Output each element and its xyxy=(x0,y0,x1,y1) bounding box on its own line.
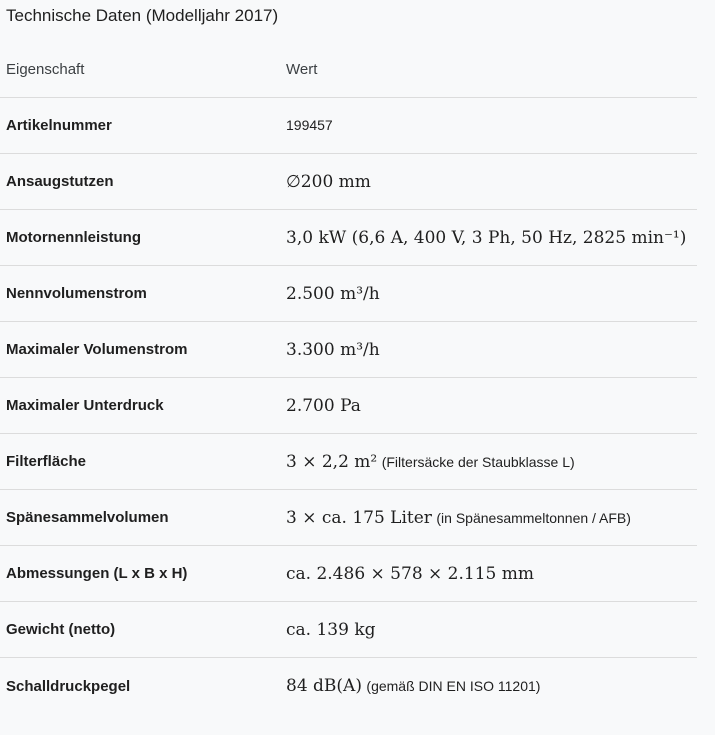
row-value-note: (gemäß DIN EN ISO 11201) xyxy=(366,678,541,694)
row-value: ca. 2.486 × 578 × 2.115 mm xyxy=(286,563,534,584)
table-row xyxy=(0,546,697,602)
table-row xyxy=(0,490,697,546)
row-value-cell xyxy=(280,117,697,135)
row-value-note: (in Spänesammeltonnen / AFB) xyxy=(436,509,631,526)
table-row xyxy=(0,434,697,490)
row-value: 84 dB(A) xyxy=(286,676,362,696)
row-value: 199457 xyxy=(286,116,333,133)
row-value-cell xyxy=(280,228,697,248)
row-property: Motornennleistung xyxy=(6,229,141,246)
row-value-cell xyxy=(280,396,697,416)
table-row xyxy=(0,602,697,658)
row-property: Abmessungen (L x B x H) xyxy=(6,565,188,582)
row-property: Filterfläche xyxy=(6,453,87,470)
row-value: 2.500 m³/h xyxy=(286,283,380,304)
row-value-note: (Filtersäcke der Staubklasse L) xyxy=(381,453,575,470)
row-value-cell xyxy=(280,620,697,640)
table-row xyxy=(0,266,697,322)
table-row xyxy=(0,378,697,434)
table-row xyxy=(0,154,697,210)
page-title: Technische Daten (Modelljahr 2017) xyxy=(6,6,279,25)
row-value-cell xyxy=(280,284,697,304)
row-property: Schalldruckpegel xyxy=(6,677,131,695)
row-property: Artikelnummer xyxy=(6,117,112,134)
table-row xyxy=(0,322,697,378)
table-row xyxy=(0,210,697,266)
column-header-value: Wert xyxy=(286,60,318,78)
row-property: Gewicht (netto) xyxy=(6,621,116,638)
row-property: Ansaugstutzen xyxy=(6,173,114,190)
row-value: ∅200 mm xyxy=(286,171,371,192)
row-value: ca. 139 kg xyxy=(286,619,376,640)
table-row xyxy=(0,658,697,714)
row-value-cell xyxy=(280,172,697,192)
row-value: 3 × 2,2 m² xyxy=(286,451,378,472)
column-header-property: Eigenschaft xyxy=(6,60,85,78)
row-value-cell xyxy=(280,508,697,528)
row-property: Maximaler Unterdruck xyxy=(6,397,164,414)
row-value-cell xyxy=(280,564,697,584)
row-value: 3 × ca. 175 Liter xyxy=(286,507,432,528)
table-row xyxy=(0,98,697,154)
row-value: 3,0 kW (6,6 A, 400 V, 3 Ph, 50 Hz, 2825 min⁻¹) xyxy=(286,227,687,248)
row-value-cell xyxy=(280,340,697,360)
row-value-cell xyxy=(280,452,697,472)
row-property: Spänesammelvolumen xyxy=(6,509,169,526)
table-header-row xyxy=(0,41,697,98)
row-value: 2.700 Pa xyxy=(286,395,361,416)
row-value: 3.300 m³/h xyxy=(286,339,380,360)
row-value-cell xyxy=(280,676,697,696)
row-property: Nennvolumenstrom xyxy=(6,285,147,302)
row-property: Maximaler Volumenstrom xyxy=(6,341,188,358)
spec-table xyxy=(0,41,697,714)
